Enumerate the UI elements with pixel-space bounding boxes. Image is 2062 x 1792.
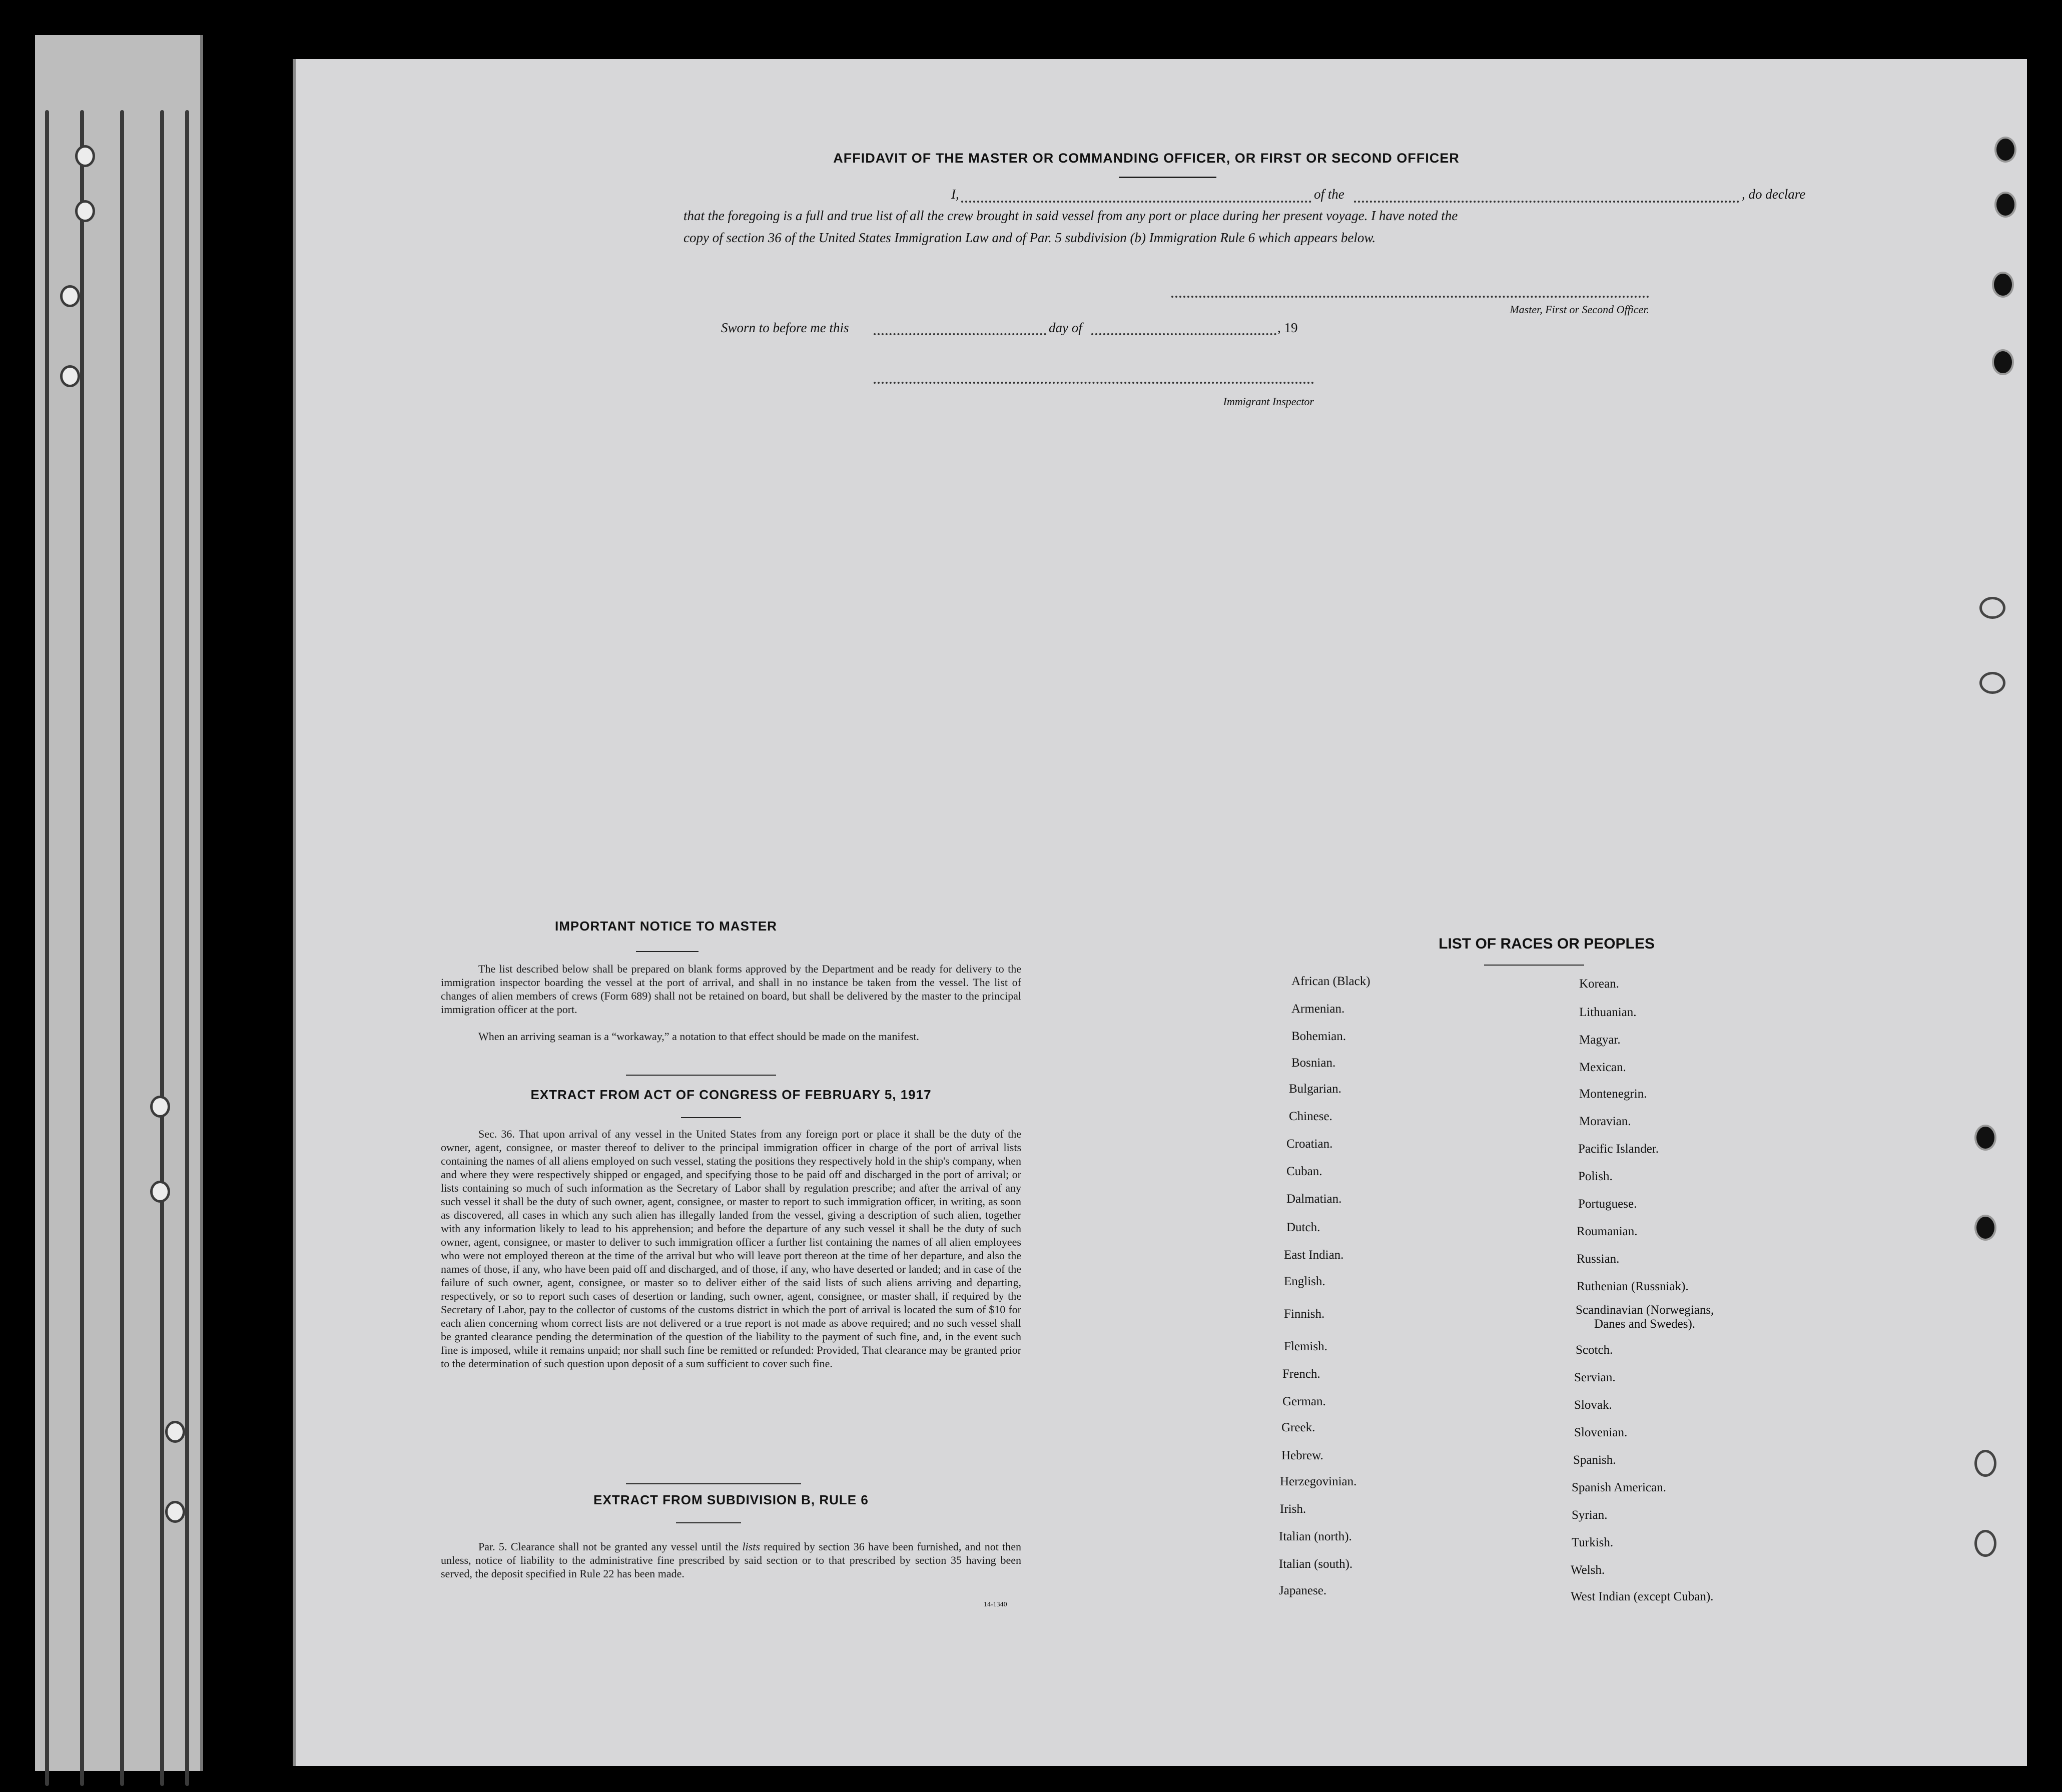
race-left-2: Bohemian. [1291,1030,1346,1043]
race-left-4: Bulgarian. [1289,1082,1341,1096]
race-right-1: Lithuanian. [1579,1006,1637,1019]
races-title: LIST OF RACES OR PEOPLES [1439,936,1655,952]
race-left-14: French. [1282,1367,1320,1381]
race-right-7: Polish. [1578,1170,1613,1183]
inspector-signature-line[interactable] [874,382,1314,384]
punch-hole [1994,137,2016,163]
manifest-page [293,59,2027,1766]
race-left-5: Chinese. [1289,1110,1332,1123]
race-right-12: Scandinavian (Norwegians, [1576,1303,1714,1317]
race-left-16: Greek. [1281,1421,1315,1434]
race-left-18: Herzegovinian. [1280,1475,1357,1488]
notice-paragraph-1: The list described below shall be prepared on blank forms approved by the Department and be ready for delivery to the immigration inspector boarding the vessel at the port of arrival, and shall in no instance be taken from the vessel. The list of changes of alien members of crews (Form 689) shall not be retained on board, but shall be delivered by the master to the principal immigration officer at the port. [441,963,1021,1016]
master-signature-line[interactable] [1171,296,1649,298]
race-left-12: Finnish. [1284,1307,1325,1321]
race-left-13: Flemish. [1284,1340,1327,1353]
race-left-6: Croatian. [1286,1137,1333,1151]
punch-hole [1979,597,2005,619]
race-right-12-cont: Danes and Swedes). [1594,1317,1696,1331]
act-rule [681,1117,741,1118]
race-right-11: Ruthenian (Russniak). [1577,1280,1689,1293]
race-left-19: Irish. [1280,1502,1306,1516]
punch-hole [1974,1125,1996,1151]
races-rule [1484,965,1584,966]
rule-text-lists: lists [742,1540,760,1553]
strip-edge [160,110,164,1786]
punch-hole [1992,349,2014,375]
binder-hole [150,1096,170,1118]
binder-hole [165,1501,185,1523]
strip-edge [45,110,49,1786]
race-right-18: Spanish American. [1572,1481,1666,1494]
sworn-day-blank[interactable] [874,333,1046,335]
race-left-1: Armenian. [1291,1002,1345,1016]
inspector-caption: Immigrant Inspector [1223,395,1314,408]
vessel-blank[interactable] [1354,201,1739,203]
act-paragraph [441,1127,1021,1370]
race-left-7: Cuban. [1286,1165,1322,1178]
rule-paragraph [441,1540,1021,1580]
race-left-3: Bosnian. [1291,1056,1336,1070]
affidavit-of-the: of the [1314,187,1344,202]
race-right-17: Spanish. [1573,1453,1616,1467]
binder-hole [150,1181,170,1203]
race-left-11: English. [1284,1275,1325,1288]
strip-edge [120,110,124,1786]
binder-hole [165,1421,185,1443]
race-right-5: Moravian. [1579,1115,1631,1128]
race-left-8: Dalmatian. [1286,1192,1342,1206]
rule-text-a: Par. 5. Clearance shall not be granted any vessel until the [478,1540,743,1553]
race-right-9: Roumanian. [1577,1225,1638,1238]
month-blank[interactable] [1091,333,1276,335]
race-right-4: Montenegrin. [1579,1087,1647,1101]
race-right-16: Slovenian. [1574,1426,1628,1439]
binding-strip [35,35,203,1771]
race-left-21: Italian (south). [1279,1557,1353,1571]
race-right-3: Mexican. [1579,1061,1626,1074]
rule-text-b: required by section 36 have been furnished, and not then unless, notice of liability to the administrative fine prescribed by said section or to that prescribed by section 35 having been served, the deposit specified in Rule 22 has been made. [441,1540,1022,1580]
race-right-2: Magyar. [1579,1033,1621,1047]
binder-hole [60,285,80,307]
race-left-9: Dutch. [1286,1221,1320,1234]
race-left-20: Italian (north). [1279,1530,1352,1543]
act-bottom-rule [626,1483,801,1484]
binder-hole [75,145,95,167]
race-right-6: Pacific Islander. [1578,1142,1659,1156]
punch-hole [1994,192,2016,218]
affidavit-text-1: that the foregoing is a full and true list of all the crew brought in said vessel from any port or place during her present voyage. I have noted the [683,208,1458,223]
race-right-15: Slovak. [1574,1398,1612,1412]
binder-hole [75,200,95,222]
rule-title: EXTRACT FROM SUBDIVISION B, RULE 6 [593,1492,869,1507]
race-right-10: Russian. [1577,1252,1620,1266]
race-right-21: Welsh. [1571,1563,1605,1577]
race-left-17: Hebrew. [1281,1449,1323,1462]
punch-hole [1974,1530,1996,1557]
strip-edge [185,110,189,1786]
sworn-label: Sworn to before me this [721,320,849,335]
race-right-0: Korean. [1579,977,1619,991]
notice-title: IMPORTANT NOTICE TO MASTER [555,919,777,934]
act-title: EXTRACT FROM ACT OF CONGRESS OF FEBRUARY 5, 1917 [530,1087,932,1102]
day-of-label: day of [1049,320,1082,335]
race-right-14: Servian. [1574,1371,1616,1384]
affidavit-do-declare: , do declare [1742,187,1806,202]
race-right-20: Turkish. [1572,1536,1614,1549]
form-number: 14-1340 [984,1601,1007,1608]
strip-edge [80,110,84,1786]
race-left-0: African (Black) [1291,975,1370,988]
punch-hole [1974,1215,1996,1241]
title-rule [1119,177,1216,178]
affidavit-title: AFFIDAVIT OF THE MASTER OR COMMANDING OFFICER, OR FIRST OR SECOND OFFICER [833,151,1460,166]
notice-rule [636,951,699,952]
act-text: That upon arrival of any vessel in the United States from any foreign port or place it shall be the duty of the owner, agent, consignee, or master thereof to deliver to the principal immigration officer in charge of the port of arrival lists containing the names of all aliens employed on such vessel, stating the positions they respectively hold in the ship's company, when and where they were respectively shipped or engaged, and specifying those to be paid off and discharged in the port of arrival; or lists containing so much of such information as the Secretary of Labor shall by regulation prescribe; and after the arrival of any such vessel it shall be the duty of such owner, agent, consignee, or master to report to such immigration officer, in writing, as soon as discovered, all cases in which any such alien has illegally landed from the vessel, giving a description of such alien, together with any information likely to lead to his apprehension; and before the departure of any such vessel it shall be the duty of such owner, agent, consignee, or master to deliver to such immigration officer a further list containing the names of all alien employees who were not employed thereon at the time of the arrival but who will leave port thereon at the time of her departure, and also the names of those, if any, who have been paid off and discharged, and of those, if any, who have deserted or landed; and in case of the failure of such owner, agent, consignee, or master so to deliver either of the said lists of such aliens arriving and departing, respectively, or so to report such cases of desertion or landing, such owner, agent, consignee, or master shall, if required by the Secretary of Labor, pay to the collector of customs of the customs district in which the port of arrival is located the sum of $10 for each alien concerning whom correct lists are not delivered or a true report is not made as above required; and no such vessel shall be granted clearance pending the determination of the question of the liability to the payment of such fine, and, in the event such fine is imposed, while it remains unpaid; nor shall such fine be remitted or refunded: Provided, That clearance may be granted prior to the determination of such question upon deposit of a sum sufficient to cover such fine. [441,1128,1022,1370]
affidavit-i: I, [951,187,959,202]
notice-paragraph-2: When an arriving seaman is a “workaway,” a notation to that effect should be made on the manifest. [478,1030,919,1043]
race-right-19: Syrian. [1572,1508,1608,1522]
race-right-13: Scotch. [1576,1343,1613,1357]
name-blank[interactable] [961,201,1311,203]
punch-hole [1979,672,2005,694]
affidavit-text-2: copy of section 36 of the United States Immigration Law and of Par. 5 subdivision (b) Immigration Rule 6 which appears below. [683,230,1376,245]
punch-hole [1992,272,2014,298]
race-left-22: Japanese. [1279,1584,1327,1597]
rule-rule [676,1522,741,1523]
race-left-15: German. [1282,1395,1326,1408]
binder-hole [60,365,80,387]
race-right-8: Portuguese. [1578,1197,1637,1211]
race-left-10: East Indian. [1284,1248,1344,1262]
master-signature-caption: Master, First or Second Officer. [1510,303,1649,316]
act-section-label: Sec. 36. [478,1128,515,1140]
year-label: , 19 [1277,320,1298,335]
punch-hole [1974,1450,1996,1477]
race-right-22: West Indian (except Cuban). [1571,1590,1714,1603]
notice-bottom-rule [626,1075,776,1076]
